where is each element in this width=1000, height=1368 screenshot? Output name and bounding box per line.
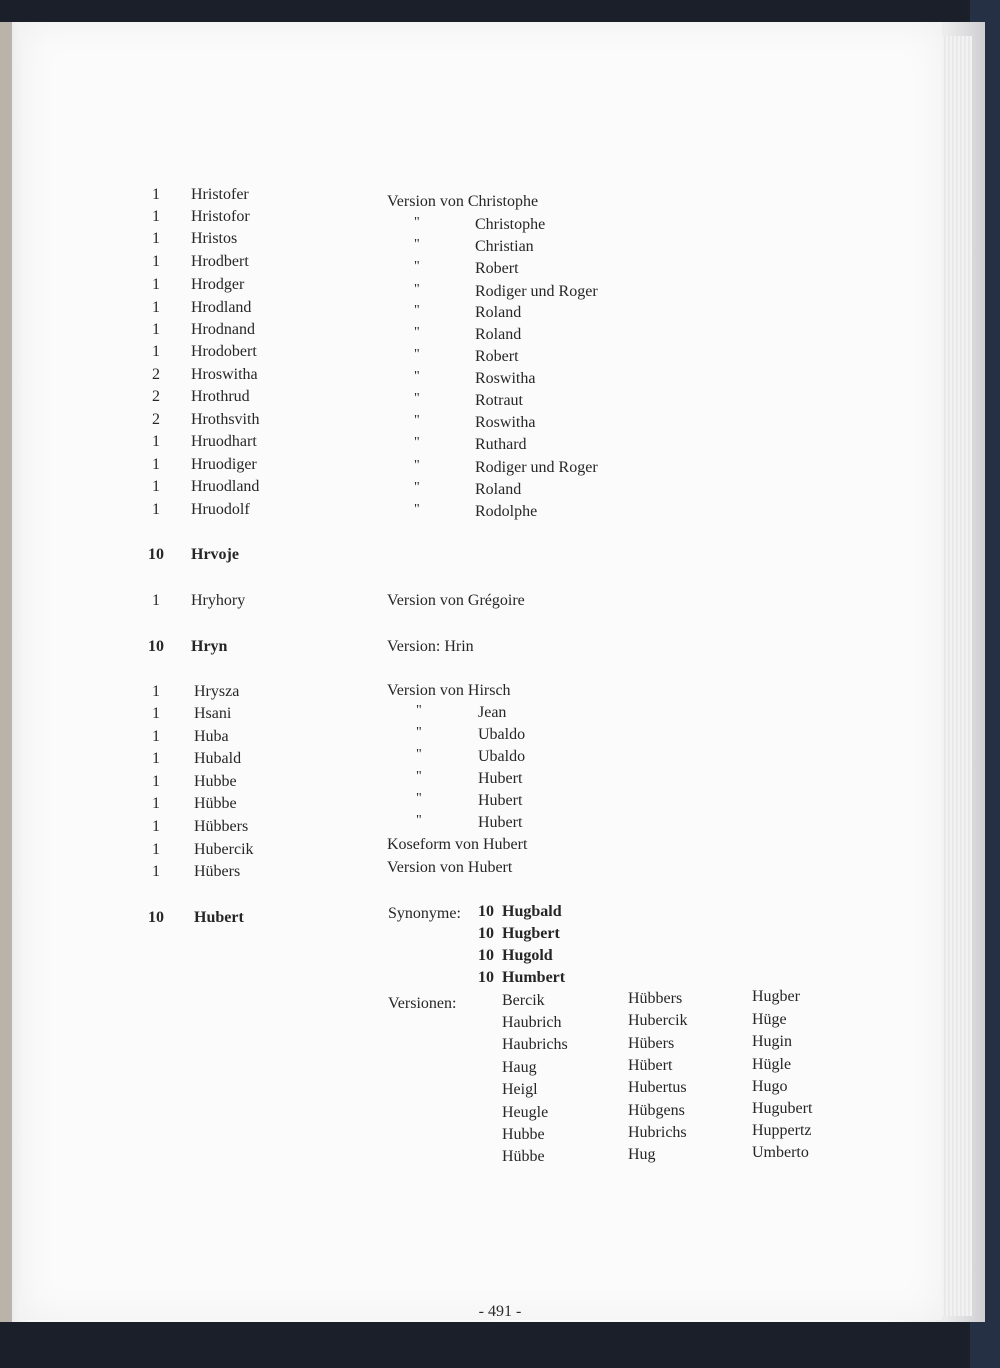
entry-reference: Rotraut (475, 392, 523, 409)
ditto-mark: " (414, 282, 420, 297)
ditto-mark: " (416, 791, 422, 806)
entry-name: Hubald (194, 750, 242, 767)
entry-frequency: 1 (152, 186, 160, 203)
entry-name: Hruodhart (191, 433, 257, 450)
entry-reference: Hubert (478, 770, 523, 787)
entry-frequency: 1 (152, 343, 160, 360)
version-name: Hubertus (628, 1079, 687, 1096)
entry-reference: Ubaldo (478, 726, 526, 743)
version-name: Hubbe (502, 1126, 545, 1143)
version-name: Hübbe (502, 1148, 545, 1165)
entry-reference: Roland (475, 304, 522, 321)
version-name: Heigl (502, 1081, 538, 1098)
entry-frequency: 1 (152, 433, 160, 450)
entry-frequency: 1 (152, 253, 160, 270)
entry-frequency: 1 (152, 478, 160, 495)
entry-reference: Ruthard (475, 436, 527, 453)
entry-reference: Version: Hrin (387, 638, 474, 655)
synonyms-label: Synonyme: (388, 905, 461, 922)
entry-name: Hsani (194, 705, 232, 722)
entry-reference: Hubert (478, 792, 523, 809)
entry-name: Hrothsvith (191, 411, 260, 428)
ditto-mark: " (414, 413, 420, 428)
synonym-name: Hugold (502, 947, 553, 964)
version-name: Heugle (502, 1104, 549, 1121)
entry-reference: Hubert (478, 814, 523, 831)
version-name: Huppertz (752, 1122, 812, 1139)
entry-name: Hübbe (194, 795, 237, 812)
entry-frequency: 1 (152, 230, 160, 247)
synonym-name: Hugbald (502, 903, 562, 920)
version-name: Hüge (752, 1011, 787, 1028)
entry-name: Hristofer (191, 186, 249, 203)
ditto-mark: " (414, 303, 420, 318)
version-name: Umberto (752, 1144, 809, 1161)
entry-frequency: 1 (152, 592, 160, 609)
ditto-mark: " (414, 480, 420, 495)
entry-reference: Rodiger und Roger (475, 459, 598, 476)
entry-name: Hubercik (194, 841, 254, 858)
ditto-mark: " (414, 215, 420, 230)
entry-reference: Roland (475, 326, 522, 343)
entry-reference: Koseform von Hubert (387, 836, 528, 853)
entry-name: Hrodnand (191, 321, 255, 338)
versions-label: Versionen: (388, 995, 457, 1012)
ditto-mark: " (414, 369, 420, 384)
ditto-mark: " (416, 703, 422, 718)
ditto-mark: " (414, 259, 420, 274)
entry-reference: Version von Hubert (387, 859, 513, 876)
version-name: Haug (502, 1059, 537, 1076)
entry-frequency: 1 (152, 276, 160, 293)
entry-frequency: 1 (152, 818, 160, 835)
entry-reference: Roswitha (475, 370, 536, 387)
entry-frequency: 1 (152, 750, 160, 767)
entry-name: Hrodger (191, 276, 245, 293)
entry-reference: Robert (475, 348, 519, 365)
version-name: Haubrichs (502, 1036, 568, 1053)
entry-frequency: 1 (152, 501, 160, 518)
synonym-frequency: 10 (478, 947, 494, 964)
entry-frequency: 10 (148, 909, 164, 926)
version-name: Hübers (628, 1035, 675, 1052)
entry-reference: Jean (478, 704, 507, 721)
entry-name: Hrodland (191, 299, 252, 316)
entry-frequency: 10 (148, 638, 164, 655)
ditto-mark: " (414, 458, 420, 473)
version-name: Hubrichs (628, 1124, 687, 1141)
entry-frequency: 1 (152, 728, 160, 745)
version-name: Hugo (752, 1078, 788, 1095)
ditto-mark: " (414, 347, 420, 362)
entry-reference: Christophe (475, 216, 546, 233)
version-name: Hugber (752, 988, 800, 1005)
version-name: Bercik (502, 992, 545, 1009)
ditto-mark: " (416, 747, 422, 762)
entry-frequency: 2 (152, 411, 160, 428)
synonym-name: Humbert (502, 969, 566, 986)
ditto-mark: " (414, 325, 420, 340)
entry-name: Hryn (191, 638, 228, 655)
entry-frequency: 1 (152, 705, 160, 722)
entry-name: Hubert (194, 909, 244, 926)
version-name: Hübert (628, 1057, 673, 1074)
entry-frequency: 2 (152, 366, 160, 383)
entry-frequency: 10 (148, 546, 164, 563)
version-name: Hübgens (628, 1102, 685, 1119)
entry-reference: Roland (475, 481, 522, 498)
entry-reference: Rodiger und Roger (475, 283, 598, 300)
entry-reference: Roswitha (475, 414, 536, 431)
entry-name: Hruodiger (191, 456, 257, 473)
entry-name: Hubbe (194, 773, 237, 790)
entry-frequency: 1 (152, 208, 160, 225)
entry-name: Hrvoje (191, 546, 239, 563)
ditto-mark: " (416, 725, 422, 740)
version-name: Hübbers (628, 990, 683, 1007)
entry-frequency: 2 (152, 388, 160, 405)
entry-name: Hrysza (194, 683, 240, 700)
entry-name: Hroswitha (191, 366, 258, 383)
entry-frequency: 1 (152, 795, 160, 812)
book-spine-edge (0, 22, 12, 1322)
entry-name: Hübers (194, 863, 241, 880)
entry-name: Hryhory (191, 592, 246, 609)
version-name: Haubrich (502, 1014, 562, 1031)
version-name: Hubercik (628, 1012, 688, 1029)
page-number: - 491 - (478, 1303, 522, 1320)
entry-name: Hübbers (194, 818, 249, 835)
entry-name: Hristos (191, 230, 238, 247)
entry-frequency: 1 (152, 299, 160, 316)
entry-frequency: 1 (152, 456, 160, 473)
page-edges (942, 36, 972, 1316)
version-name: Hug (628, 1146, 656, 1163)
entry-reference: Ubaldo (478, 748, 526, 765)
version-name: Hügle (752, 1056, 792, 1073)
entry-reference: Version von Christophe (387, 193, 539, 210)
synonym-name: Hugbert (502, 925, 560, 942)
entry-reference: Version von Grégoire (387, 592, 525, 609)
synonym-frequency: 10 (478, 903, 494, 920)
ditto-mark: " (416, 769, 422, 784)
entry-frequency: 1 (152, 863, 160, 880)
entry-name: Hrodbert (191, 253, 249, 270)
version-name: Hugubert (752, 1100, 813, 1117)
entry-name: Hruodolf (191, 501, 250, 518)
entry-reference: Rodolphe (475, 503, 538, 520)
entry-reference: Robert (475, 260, 519, 277)
version-name: Hugin (752, 1033, 792, 1050)
entry-name: Hruodland (191, 478, 260, 495)
ditto-mark: " (414, 391, 420, 406)
ditto-mark: " (414, 502, 420, 517)
entry-name: Hrothrud (191, 388, 250, 405)
entry-name: Hristofor (191, 208, 250, 225)
ditto-mark: " (416, 813, 422, 828)
entry-frequency: 1 (152, 683, 160, 700)
entry-name: Hrodobert (191, 343, 257, 360)
entry-frequency: 1 (152, 841, 160, 858)
ditto-mark: " (414, 237, 420, 252)
entry-name: Huba (194, 728, 229, 745)
ditto-mark: " (414, 435, 420, 450)
synonym-frequency: 10 (478, 969, 494, 986)
entry-frequency: 1 (152, 773, 160, 790)
entry-reference: Version von Hirsch (387, 682, 511, 699)
entry-frequency: 1 (152, 321, 160, 338)
synonym-frequency: 10 (478, 925, 494, 942)
entry-reference: Christian (475, 238, 534, 255)
